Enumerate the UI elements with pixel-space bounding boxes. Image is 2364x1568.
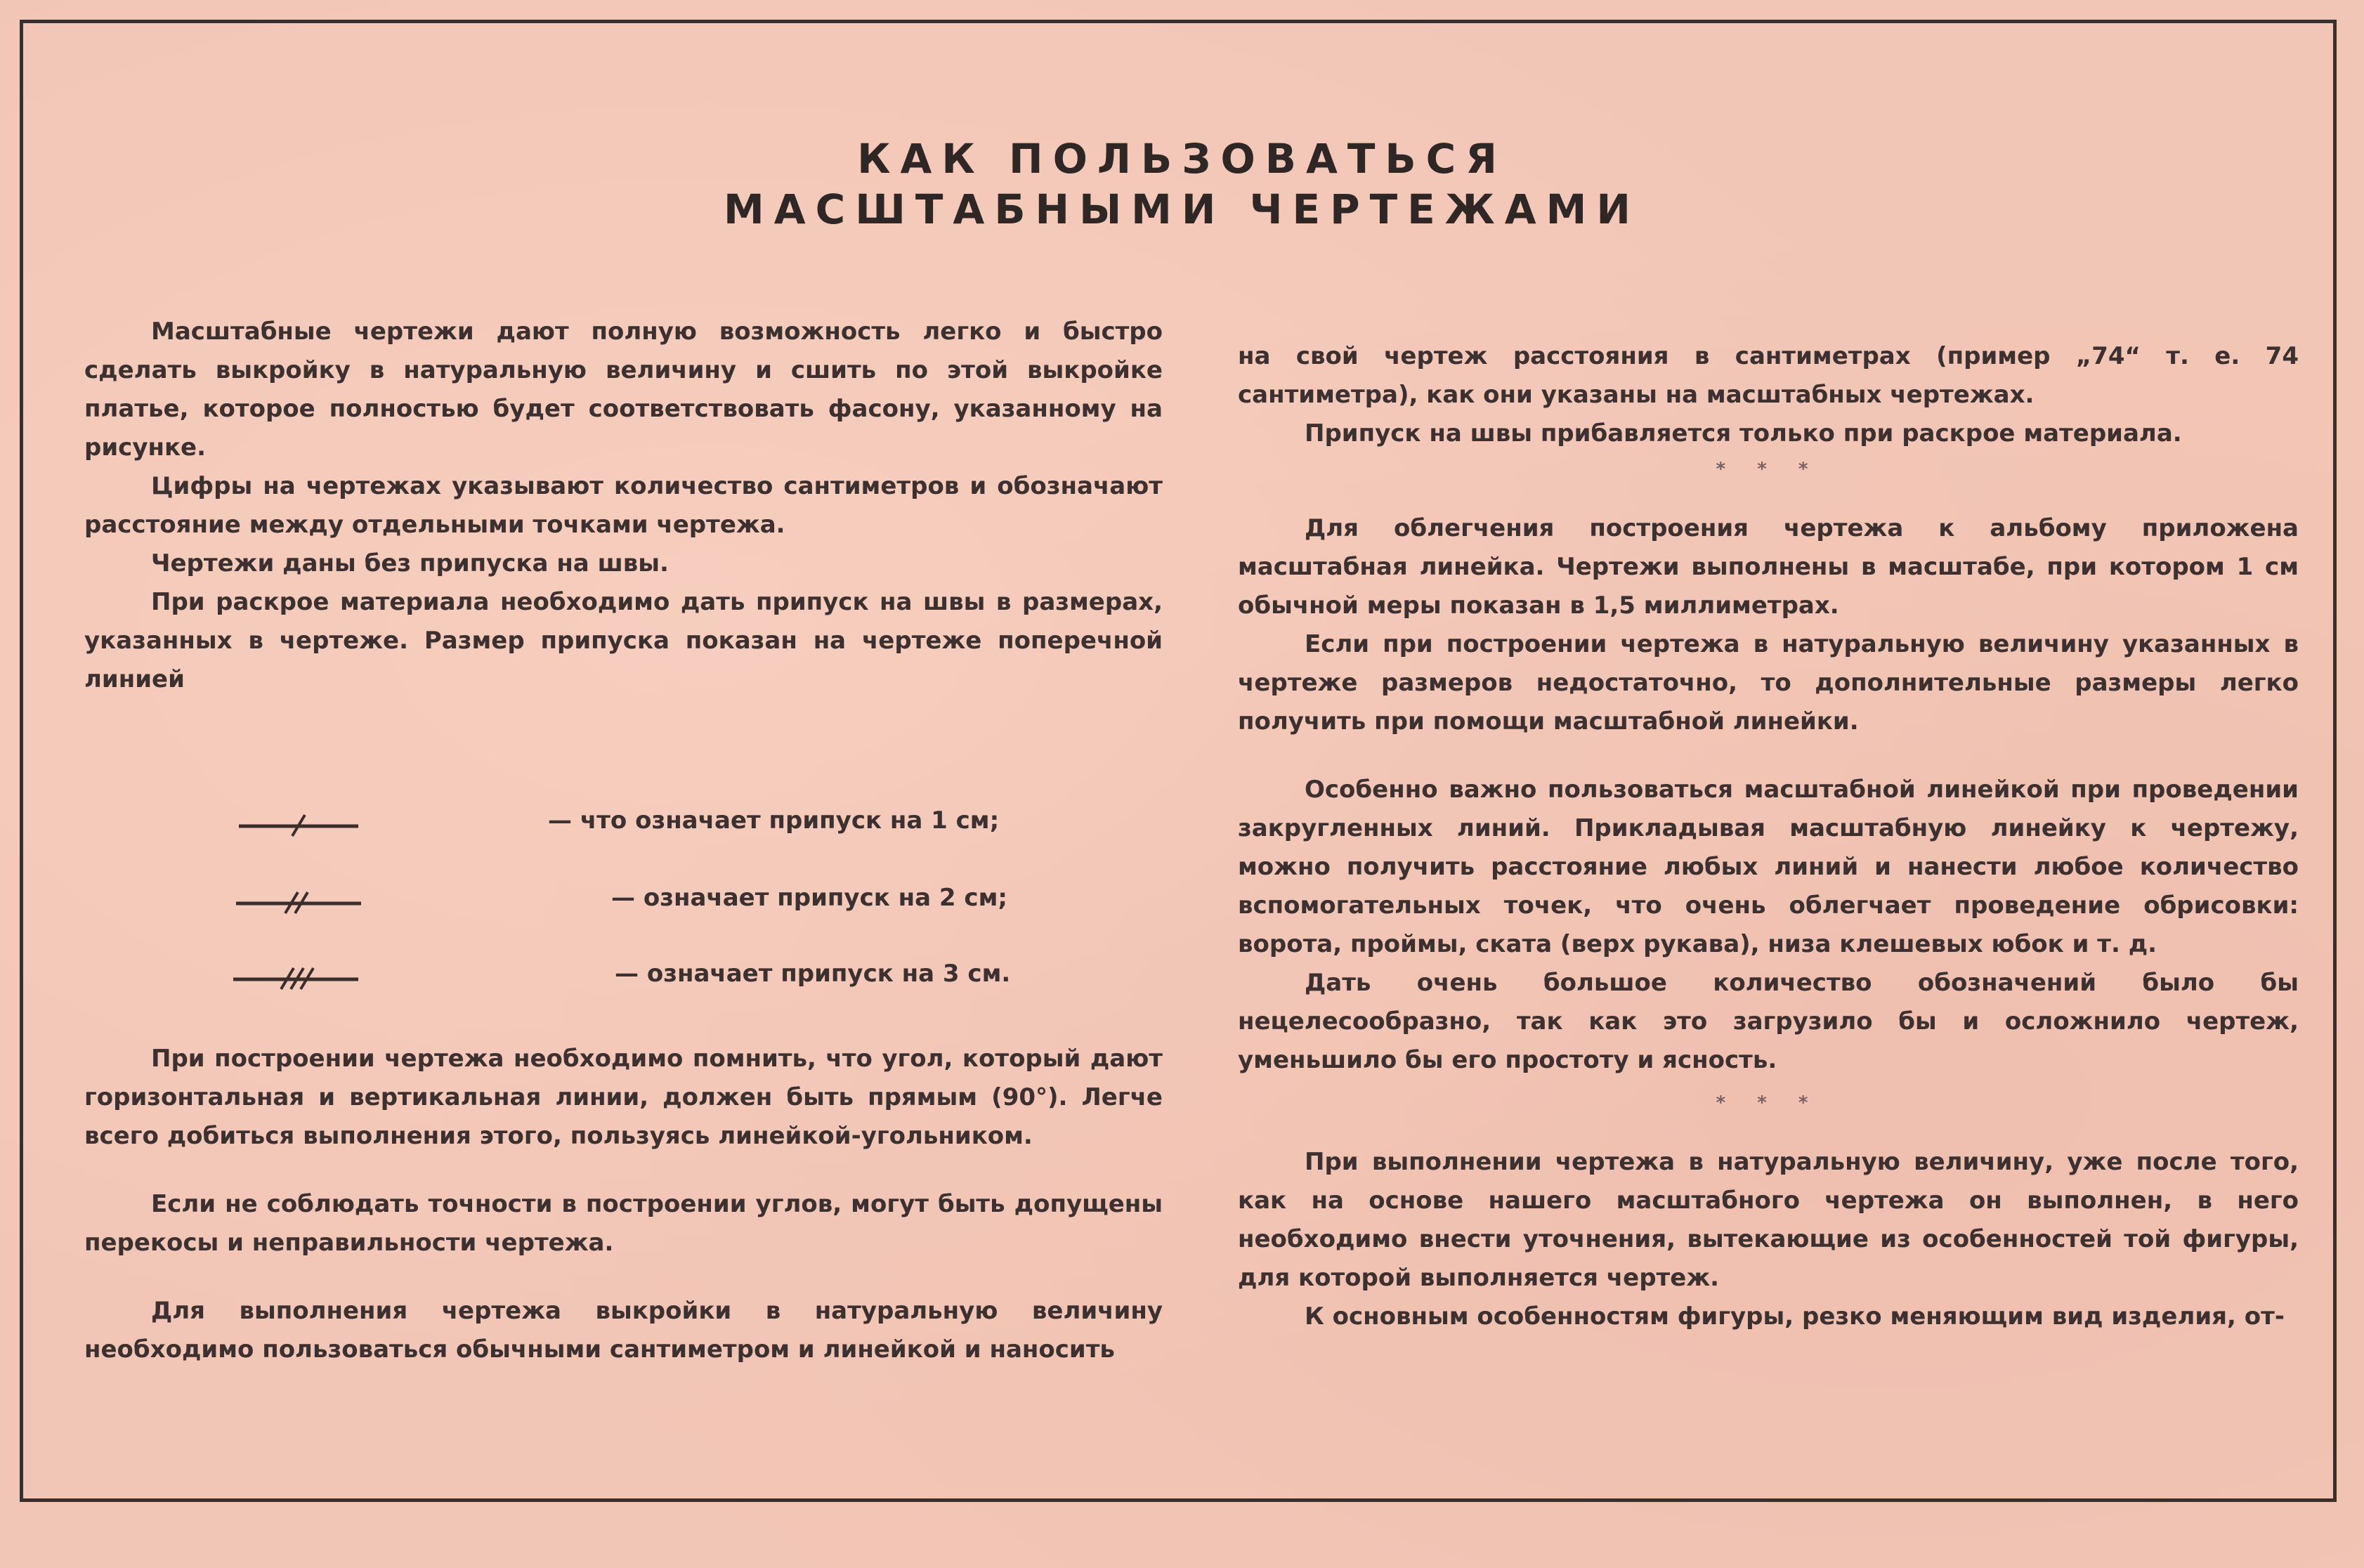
left-paragraph-7: Для выполнения чертежа выкройки в натуральную величину необходимо пользоваться обычными сантиметром и линейкой и наносить	[84, 1297, 1163, 1364]
right-column	[1238, 337, 2299, 1336]
legend-row-1cm	[211, 801, 1124, 843]
right-paragraph-6: Дать очень большое количество обозначений было бы нецелесообразно, так как это загрузило бы и осложнило чертеж, уменьшило бы его простоту и ясность.	[1238, 969, 2299, 1074]
left-paragraph-3: Чертежи даны без припуска на швы.	[151, 549, 669, 577]
right-paragraph-3: Для облегчения построения чертежа к альбому приложена масштабная линейка. Чертежи выполнены в масштабе, при котором 1 см обычной меры показан в 1,5 миллиметрах.	[1238, 514, 2299, 620]
right-paragraph-8: К основным особенностям фигуры, резко меняющим вид изделия, от-	[1305, 1302, 2285, 1331]
legend-text-3cm: — означает припуск на 3 см.	[615, 960, 1011, 988]
left-column-bottom	[84, 1040, 1163, 1369]
left-paragraph-6: Если не соблюдать точности в построении углов, могут быть допущены перекосы и неправильности чертежа.	[84, 1190, 1163, 1257]
seam-mark-3-icon	[232, 954, 365, 996]
right-paragraph-4: Если при построении чертежа в натуральную величину указанных в чертеже размеров недостаточно, то дополнительные размеры легко получить при помощи масштабной линейки.	[1238, 630, 2299, 736]
left-paragraph-5: При построении чертежа необходимо помнить, что угол, который дают горизонтальная и вертикальная линии, должен быть прямым (90°). Легче всего добиться выполнения этого, пользуясь линейкой-угольником.	[84, 1045, 1163, 1150]
title-line-2: МАСШТАБНЫМИ ЧЕРТЕЖАМИ	[724, 185, 1640, 233]
legend-text-2cm: — означает припуск на 2 см;	[611, 884, 1007, 912]
legend-row-2cm	[211, 878, 1124, 920]
seam-mark-1-icon	[232, 801, 365, 843]
legend-text-1cm: — что означает припуск на 1 см;	[548, 806, 1000, 835]
right-paragraph-2: Припуск на швы прибавляется только при раскрое материала.	[1305, 419, 2182, 447]
left-paragraph-4: При раскрое материала необходимо дать припуск на швы в размерах, указанных в чертеже. Размер припуска показан на чертеже поперечной линией	[84, 588, 1163, 693]
title-line-1: КАК ПОЛЬЗОВАТЬСЯ	[857, 135, 1507, 183]
seam-allowance-legend	[211, 801, 1124, 1012]
section-divider-stars-1: * * *	[1716, 459, 1821, 480]
seam-mark-2-icon	[232, 878, 365, 920]
right-paragraph-7: При выполнении чертежа в натуральную величину, уже после того, как на основе нашего масштабного чертежа он выполнен, в него необходимо внести уточнения, вытекающие из особенностей той фигуры, для которой выполняется чертеж.	[1238, 1148, 2299, 1292]
right-paragraph-5: Особенно важно пользоваться масштабной линейкой при проведении закругленных линий. Прикладывая масштабную линейку к чертежу, можно получить расстояние любых линий и нанести любое количество вспомогательных точек, что очень облегчает проведение обрисовки: ворота, проймы, ската (верх рукава), низа клешевых юбок и т. д.	[1238, 776, 2299, 958]
legend-row-3cm	[211, 954, 1124, 996]
left-column-top	[84, 313, 1163, 699]
right-paragraph-1: на свой чертеж расстояния в сантиметрах (пример „74“ т. е. 74 сантиметра), как они указаны на масштабных чертежах.	[1238, 342, 2299, 409]
page-title	[0, 133, 2364, 235]
section-divider-stars-2: * * *	[1716, 1092, 1821, 1113]
left-paragraph-1: Масштабные чертежи дают полную возможность легко и быстро сделать выкройку в натуральную величину и сшить по этой выкройке платье, которое полностью будет соответствовать фасону, указанному на рисунке.	[84, 318, 1163, 462]
left-paragraph-2: Цифры на чертежах указывают количество сантиметров и обозначают расстояние между отдельными точками чертежа.	[84, 472, 1163, 539]
